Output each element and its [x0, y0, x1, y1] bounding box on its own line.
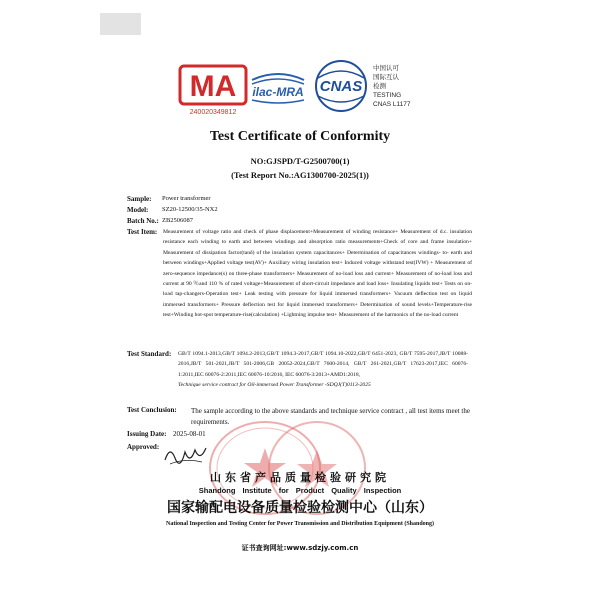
conclusion-value: The sample according to the above standards and technique service contract , all test items meet the requirements. — [191, 407, 470, 426]
institute-name-cn: 山东省产品质量检验研究院 — [210, 471, 390, 484]
test-standard-block — [178, 349, 468, 391]
test-standard-note: Technique service contract for Oil-immersed Power Transformer -SDQJ(T)0113-2025 — [178, 382, 371, 389]
certificate-title: Test Certificate of Conformity — [209, 129, 391, 144]
cnas-line: CNAS L1177 — [373, 101, 411, 108]
cnas-logo — [312, 58, 370, 114]
ilac-mra-logo — [248, 66, 308, 106]
center-name-en: National Inspection and Testing Center for Power Transmission and Distribution Equipment (Shandong) — [166, 521, 434, 527]
cnas-line: 国际互认 — [373, 74, 399, 81]
institute-name-en: Shandong Institute for Product Quality Inspection — [198, 486, 402, 495]
ilac-logo-text: ilac-MRA — [252, 85, 304, 99]
cma-number: 240020349812 — [189, 109, 237, 116]
cnas-line: 检测 — [373, 83, 386, 90]
batch-value: ZB2506087 — [162, 217, 194, 224]
cnas-line: 中国认可 — [373, 65, 399, 72]
certificate-number: NO:GJSPD/T-G2500700(1) — [250, 156, 350, 166]
test-standard-label: Test Standard: — [127, 350, 172, 358]
cnas-line: TESTING — [373, 92, 402, 99]
cma-logo-text: MA — [189, 70, 237, 103]
center-name-cn: 国家输配电设备质量检验检测中心（山东） — [167, 500, 433, 516]
cnas-side-text — [373, 64, 410, 109]
sample-value: Power transformer — [162, 195, 211, 202]
test-item-value: Measurement of voltage ratio and check of phase displacement+Measurement of winding resistance+ Measurement of d.c. insulation resistance each winding to earth and between windings and absorption ratio measurements+Check of core and frame insulation+ Measurement of dissipation factor(tanδ) of the insulation system capacitances+ Determination of capacitances windings- to- earth and between windings+Applied voltage test(AV)+ Auxiliary wiring insulation test+ Induced voltage withstand test(IVW) + Measurement of zero-sequence impedance(s) on three-phase transformers+ Measurement of no-load loss and current+ Measurement of no-load loss and current at 90 ％and 110 % of rated voltage+Measurement of short-circuit impedance and load loss+ Insulating liquids test+ Tests on on-load tap-changers-Operation test+ Leak testing with pressure for liquid immersed transformers+ Vacuum deflection test on liquid immersed transformers+ Pressure deflection test for liquid immersed transformers+ Determination of sound levels+Temperature-rise test+Winding hot-spot temperature-rise(calculation) +Lightning impulse test+ Measurement of the harmonics of the no-load current — [163, 229, 472, 319]
model-label: Model: — [127, 206, 149, 214]
report-number: (Test Report No.:AG1300700-2025(1)) — [231, 170, 369, 180]
test-standard-value: GB/T 1094.1-2013,GB/T 1094.2-2013,GB/T 1094.3-2017,GB/T 1094.10-2022,GB/T 6451-2023, GB/T 7595-2017,JB/T 10088-2016,JB/T 501-2021,JB/T 501-2006,GB 20052-2024,GB/T 7600-2014, GB/T 261-2021,GB/T 17623-2017,IEC 60076-1:2011,IEC 60076-2:2011,IEC 60076-10:2016, IEC 60076-3:2013+AMD1:2018, — [178, 351, 468, 378]
cnas-logo-text: CNAS — [319, 78, 363, 95]
conclusion-label: Test Conclusion: — [127, 406, 177, 414]
redacted-box — [100, 13, 141, 35]
cma-logo — [178, 64, 248, 106]
issuing-date-label: Issuing Date: — [127, 430, 167, 438]
sample-label: Sample: — [127, 195, 152, 203]
signature — [160, 440, 210, 470]
model-value: SZ20-12500/35-NX2 — [162, 206, 218, 213]
batch-label: Batch No.: — [127, 217, 159, 225]
approved-label: Approved: — [127, 443, 160, 451]
verification-website[interactable]: 证书查询网址:www.sdzjy.com.cn — [241, 544, 359, 552]
test-item-label: Test Item: — [127, 228, 158, 236]
issuing-date-value: 2025-08-01 — [173, 430, 206, 438]
